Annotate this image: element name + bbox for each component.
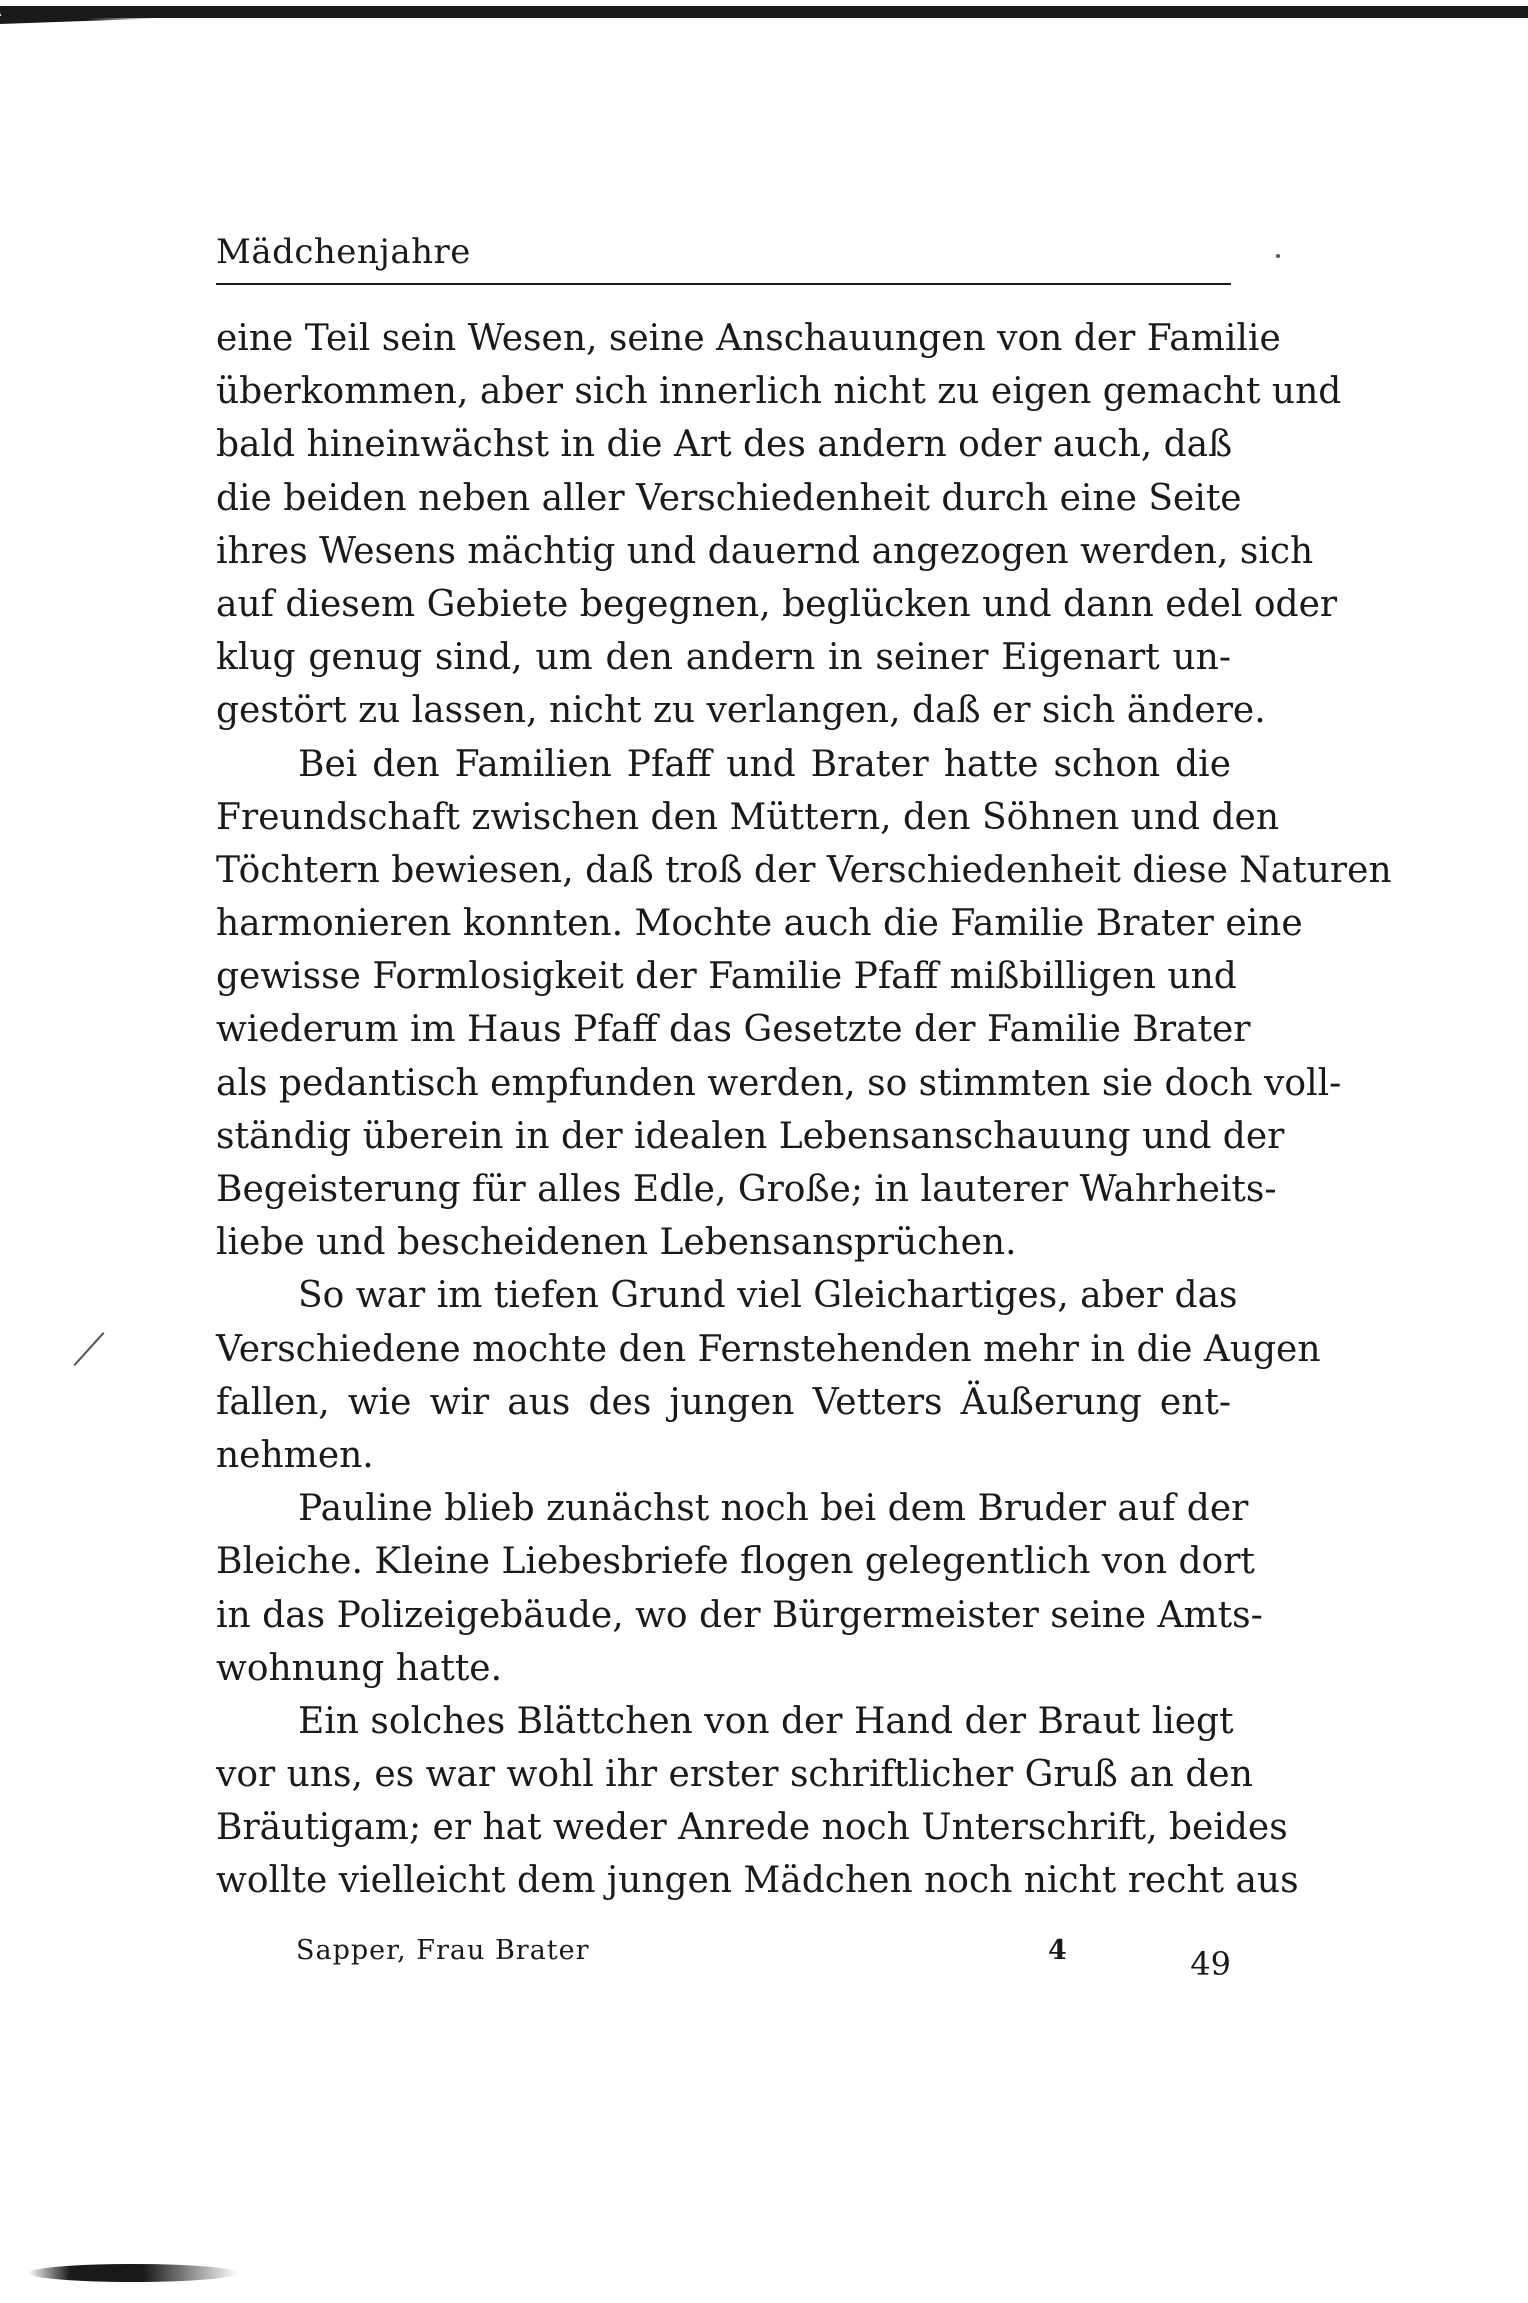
text-line: Verschiedene mochte den Fernstehenden mehr in die Augen [216, 1328, 1321, 1370]
text-line: gewisse Formlosigkeit der Familie Pfaff mißbilligen und [216, 956, 1237, 998]
bottom-edge-smudge [28, 2264, 238, 2282]
text-line: ihres Wesens mächtig und dauernd angezogen werden, sich [216, 530, 1314, 572]
text-line: auf diesem Gebiete begegnen, beglücken und dann edel oder [216, 583, 1338, 625]
text-line: eine Teil sein Wesen, seine Anschauungen von der Familie [216, 318, 1281, 359]
text-line: in das Polizeigebäude, wo der Bürgermeister seine Amts- [216, 1594, 1263, 1636]
text-line: bald hineinwächst in die Art des andern oder auch, daß [216, 424, 1233, 466]
margin-dot-mark [1276, 254, 1280, 258]
running-head: Mädchenjahre [216, 232, 471, 272]
sheet-number: 4 [1048, 1935, 1067, 1966]
text-line: die beiden neben aller Verschiedenheit durch eine Seite [216, 477, 1242, 519]
text-line: gestört zu lassen, nicht zu verlangen, daß er sich ändere. [216, 690, 1266, 732]
text-line: Bleiche. Kleine Liebesbriefe flogen gelegentlich von dort [216, 1541, 1255, 1583]
text-line: wiederum im Haus Pfaff das Gesetzte der Familie Brater [216, 1009, 1251, 1051]
paragraph [216, 738, 1392, 1270]
text-line: Begeisterung für alles Edle, Große; in lauterer Wahrheits- [216, 1169, 1277, 1210]
text-line: fallen, wie wir aus des jungen Vetters Äußerung ent- [216, 1381, 1231, 1423]
margin-pencil-mark [74, 1332, 105, 1366]
text-line: nehmen. [216, 1434, 374, 1476]
body-text [216, 312, 1392, 1908]
top-edge-bar-tip [0, 16, 160, 24]
running-head-rule [216, 283, 1231, 285]
text-line: wohnung hatte. [216, 1647, 503, 1689]
text-line: wollte vielleicht dem jungen Mädchen noch nicht recht aus [216, 1860, 1299, 1902]
text-line: als pedantisch empfunden werden, so stimmten sie doch voll- [216, 1062, 1342, 1104]
text-line: klug genug sind, um den andern in seiner Eigenart un- [216, 637, 1231, 679]
text-line: Pauline blieb zunächst noch bei dem Bruder auf der [298, 1488, 1249, 1530]
paragraph [216, 1269, 1321, 1482]
text-line: Bei den Familien Pfaff und Brater hatte schon die [298, 743, 1231, 785]
printer-signature: Sapper, Frau Brater [296, 1935, 590, 1966]
paragraph [216, 1482, 1263, 1695]
text-line: vor uns, es war wohl ihr erster schriftlicher Gruß an den [216, 1754, 1253, 1796]
text-line: überkommen, aber sich innerlich nicht zu eigen gemacht und [216, 371, 1342, 413]
text-line: Bräutigam; er hat weder Anrede noch Unterschrift, beides [216, 1807, 1288, 1849]
paragraph [216, 1695, 1299, 1908]
page-number: 49 [1190, 1945, 1231, 1983]
text-line: So war im tiefen Grund viel Gleichartiges, aber das [298, 1275, 1238, 1317]
text-line: ständig überein in der idealen Lebensanschauung und der [216, 1115, 1285, 1157]
text-line: liebe und bescheidenen Lebensansprüchen. [216, 1222, 1017, 1264]
text-line: harmonieren konnten. Mochte auch die Familie Brater eine [216, 903, 1303, 945]
text-line: Ein solches Blättchen von der Hand der Braut liegt [298, 1700, 1234, 1742]
text-line: Töchtern bewiesen, daß troß der Verschiedenheit diese Naturen [216, 849, 1392, 891]
paragraph [216, 312, 1342, 738]
top-edge-bar [0, 6, 1528, 18]
text-line: Freundschaft zwischen den Müttern, den Söhnen und den [216, 796, 1280, 838]
